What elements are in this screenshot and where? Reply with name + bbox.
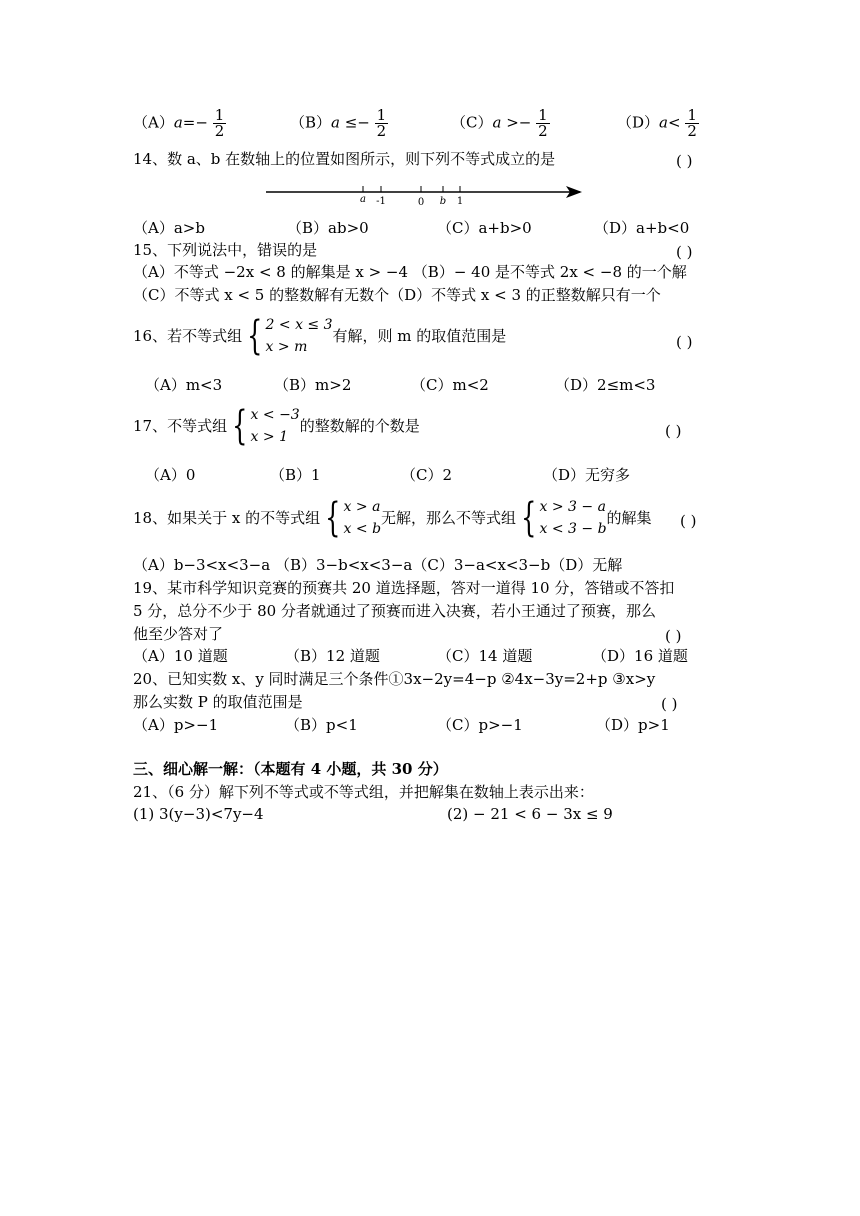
q16-option-b: （B）m>2 [274, 376, 352, 394]
q19-option-d: （D）16 道题 [592, 647, 688, 665]
q17-option-b: （B）1 [270, 466, 321, 484]
q14-answer-paren: ( ) [676, 152, 693, 170]
q16-inequality-system: { 2 < x ≤ 3 x > m [247, 313, 333, 359]
q13-option-d: （D）a< $\frac{1}{2}$ [617, 106, 697, 140]
q19-option-a: （A）10 道题 [133, 647, 228, 665]
q13-option-a: （A）a=− $\frac{1}{2}$ [133, 106, 225, 140]
q18-inequality-system-1: { x > a x < b [325, 495, 382, 541]
q21-part1: (1) 3(y−3)<7y−4 [133, 805, 264, 823]
q15-options-line2: （C）不等式 x < 5 的整数解有无数个（D）不等式 x < 3 的正整数解只有一个 [133, 286, 661, 304]
q14-option-a: （A）a>b [133, 219, 205, 237]
q14-option-b: （B）ab>0 [287, 219, 369, 237]
q19-line3: 他至少答对了 [133, 625, 224, 643]
q17-option-d: （D）无穷多 [543, 466, 631, 484]
q14-option-d: （D）a+b<0 [594, 219, 690, 237]
q19-line1: 19、某市科学知识竞赛的预赛共 20 道选择题，答对一道得 10 分，答错或不答扣 [133, 579, 675, 597]
q20-answer-paren: ( ) [661, 695, 678, 713]
q20-line1: 20、已知实数 x、y 同时满足三个条件①3x−2y=4−p ②4x−3y=2+p ③x>y [133, 670, 656, 688]
q16-answer-paren: ( ) [676, 333, 693, 351]
q18-stem: 18、如果关于 x 的不等式组 { x > a x < b 无解，那么不等式组 { x > 3 − a x < 3 − b 的解集 [133, 495, 652, 541]
q13-option-c: （C）a >− $\frac{1}{2}$ [451, 106, 548, 140]
axis-label-b: b [439, 196, 447, 207]
q15-options-line1: （A）不等式 −2x < 8 的解集是 x > −4 （B）− 40 是不等式 2x < −8 的一个解 [133, 263, 687, 281]
q17-option-c: （C）2 [401, 466, 453, 484]
q20-option-b: （B）p<1 [285, 716, 358, 734]
q20-option-c: （C）p>−1 [437, 716, 523, 734]
q17-answer-paren: ( ) [665, 422, 682, 440]
q16-option-a: （A）m<3 [145, 376, 223, 394]
q16-stem: 16、若不等式组 { 2 < x ≤ 3 x > m 有解，则 m 的取值范围是 [133, 313, 507, 359]
q17-stem: 17、不等式组 { x < −3 x > 1 的整数解的个数是 [133, 403, 420, 449]
axis-label-one: 1 [456, 196, 464, 207]
q17-inequality-system: { x < −3 x > 1 [232, 403, 300, 449]
q18-options: （A）b−3<x<3−a （B）3−b<x<3−a（C）3−a<x<3−b（D）无解 [133, 556, 623, 574]
q19-option-b: （B）12 道题 [285, 647, 380, 665]
q16-option-c: （C）m<2 [411, 376, 489, 394]
q21-part2: (2) − 21 < 6 − 3x ≤ 9 [447, 805, 613, 823]
axis-label-minus-one: -1 [376, 196, 386, 207]
q15-stem: 15、下列说法中，错误的是 [133, 241, 318, 259]
axis-label-a: a [360, 194, 366, 205]
number-line [262, 178, 592, 208]
q18-answer-paren: ( ) [680, 512, 697, 530]
q20-line2: 那么实数 P 的取值范围是 [133, 693, 303, 711]
q14-option-c: （C）a+b>0 [437, 219, 532, 237]
section3-heading: 三、细心解一解：（本题有 4 小题，共 30 分） [133, 760, 448, 778]
q19-line2: 5 分，总分不少于 80 分者就通过了预赛而进入决赛，若小王通过了预赛，那么 [133, 602, 656, 620]
q20-option-a: （A）p>−1 [133, 716, 219, 734]
axis-label-zero: 0 [417, 197, 425, 208]
q14-stem: 14、数 a、b 在数轴上的位置如图所示，则下列不等式成立的是 [133, 150, 556, 168]
q17-option-a: （A）0 [145, 466, 196, 484]
q19-option-c: （C）14 道题 [437, 647, 533, 665]
q21-instructions: 21、（6 分）解下列不等式或不等式组，并把解集在数轴上表示出来： [133, 783, 594, 801]
q13-option-b: （B）a ≤− $\frac{1}{2}$ [290, 106, 387, 140]
q16-option-d: （D）2≤m<3 [555, 376, 656, 394]
q20-option-d: （D）p>1 [596, 716, 670, 734]
q19-answer-paren: ( ) [665, 627, 682, 645]
q15-answer-paren: ( ) [676, 243, 693, 261]
q18-inequality-system-2: { x > 3 − a x < 3 − b [521, 495, 607, 541]
